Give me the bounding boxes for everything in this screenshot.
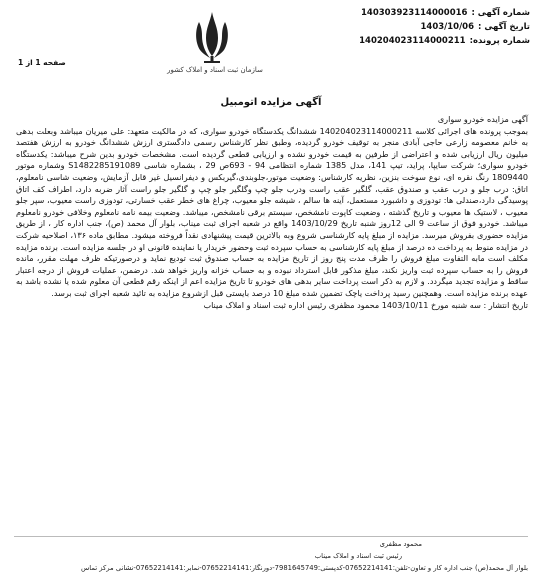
ad-date-row	[340, 20, 530, 34]
case-number-label: شماره پرونده:	[469, 36, 530, 46]
signer-title: رئیس ثبت اسناد و املاک میناب	[314, 552, 402, 560]
notice-meta	[340, 6, 530, 48]
iran-emblem-icon	[188, 8, 236, 66]
case-number-row	[340, 34, 530, 48]
body-intro: آگهی مزایده خودرو سواری	[437, 114, 528, 124]
case-number: 140204023114000211	[359, 36, 466, 46]
body-paragraph: بموجب پرونده های اجرائی کلاسه 140204023114000211 ششدانگ یکدستگاه خودرو سواری، که در مالکیت متعهد: علی میریان میباشد وبعلت بدهی به خانم معصومه زارعی حاجی آبادی منجر به توقیف خودرو گردیده، وطبق نظر کارشناس رسمی دادگستری ارزش ششدانگ خودرو به ارزش هفتصد میلیون ریال ارزیابی شده و اعتراضی از طرفین به قیمت خودرو نشده و ارزیابی قطعی گردیده است. مشخصات خودرو بدین شرح میباشد: یکدستگاه خودرو سواری؛ شرکت سایپا، پراید، تیپ 141، مدل 1385 شماره انتظامی 94 - 693ص 29 ، بشماره شاسی S1482285191089 وشماره موتور 1809440 رنگ نقره ای، نوع سوخت بنزین، نظریه کارشناس: وضعیت موتور،جلوبندی،گیربکس و دیفرانسیل غیر قابل آزمایش، وضعیت شاسی نامعلوم، اتاق: درب جلو و درب عقب و صندوق عقب، گلگیر عقب راست ودرب جلو چپ وگلگیر جلو چپ و گلگیر جلو راست آثار ضربه دارد، اطراف کف اتاق پوسیدگی دارد،صندلی ها: تودوزی و داشبورد مستعمل، آینه ها سالم ، شیشه جلو معیوب، چراغ های خطر عقب خسارتی، تودوزی راست معیوب، سپر جلو معیوب ، لاستیک ها معیوب و تاریخ گذشته ، وضعیت کاپوت نامشخص، سیستم برقی نامشخص، میباشد. وضعیت بیمه نامه نامعلوم وخلافی خودرو نامعلوم میباشد. خودرو فوق از ساعت 9 الی 12روز شنبه تاریخ 1403/10/29 واقع در شعبه اجرای ثبت میناب، بلوار آل محمد (ص)، جنب اداره کار ، از طریق مزایده حضوری بفروش میرسد. مزایده از مبلغ پایه کارشناسی شروع وبه بالاترین قیمت پیشنهادی نقداً فروخته میشود. مطابق ماده ۱۳۶، اصلاحیه شرکت در مزایده منوط به پرداخت ده درصد از مبلغ پایه کارشناسی به حساب سپرده ثبت وحضور خریدار یا نماینده قانونی او در جلسه مزایده است. برنده مزایده مکلف است مابه التفاوت مبلغ فروش را ظرف مدت پنج روز از تاریخ مزایده به حساب صندوق ثبت تودیع نماید و درصورتیکه ظرف مهلت مقرر، مانده فروش را به حساب سپرده ثبت واریز نکند، مبلغ مذکور قابل استرداد نبوده و به حساب خزانه واریز خواهد شد. درضمن، عملیات فروش از درجه اعتبار ساقط و مزایده تجدید میگردد. و لازم به ذکر است پرداخت سایر بدهی های خودرو تا تاریخ مزایده اعم از اینکه رقم قطعی آن معلوم شده یا نشده باشد به عهده برنده مزایده است. وهمچنین رسید پرداخت یاچک تضمین شده مبلغ 10 درصد بایستی قبل ازشروع مزایده به تائید شعبه اجرای ثبت برسد.	[16, 125, 529, 298]
footer-address: بلوار آل محمد(ص) جنب اداره کار و تعاون-تلفن:07652214141-کدپستی:7981645749-دورنگار:07652214141-نمابر:07652214141-نشانی مرکز تماس	[80, 564, 528, 572]
document-header	[0, 0, 542, 90]
ad-number: 140303923114000016	[360, 8, 468, 18]
footer-divider	[14, 536, 528, 537]
notice-body	[16, 114, 528, 311]
notice-title: آگهی مزایده اتومبیل	[220, 97, 322, 108]
publish-line: تاریخ انتشار : سه شنبه مورخ 1403/10/11 محمود مظفری رئیس اداره ثبت اسناد و املاک میناب	[203, 299, 528, 310]
ad-date: 1403/10/06	[420, 22, 475, 32]
signer-name: محمود مظفری	[379, 540, 422, 548]
organization-name: سازمان ثبت اسناد و املاک کشور	[167, 66, 263, 74]
ad-date-label: تاریخ آگهی :	[478, 22, 530, 32]
ad-number-row	[340, 6, 530, 20]
ad-number-label: شماره آگهی :	[471, 8, 530, 18]
page-count: صفحه 1 از 1	[18, 58, 66, 67]
